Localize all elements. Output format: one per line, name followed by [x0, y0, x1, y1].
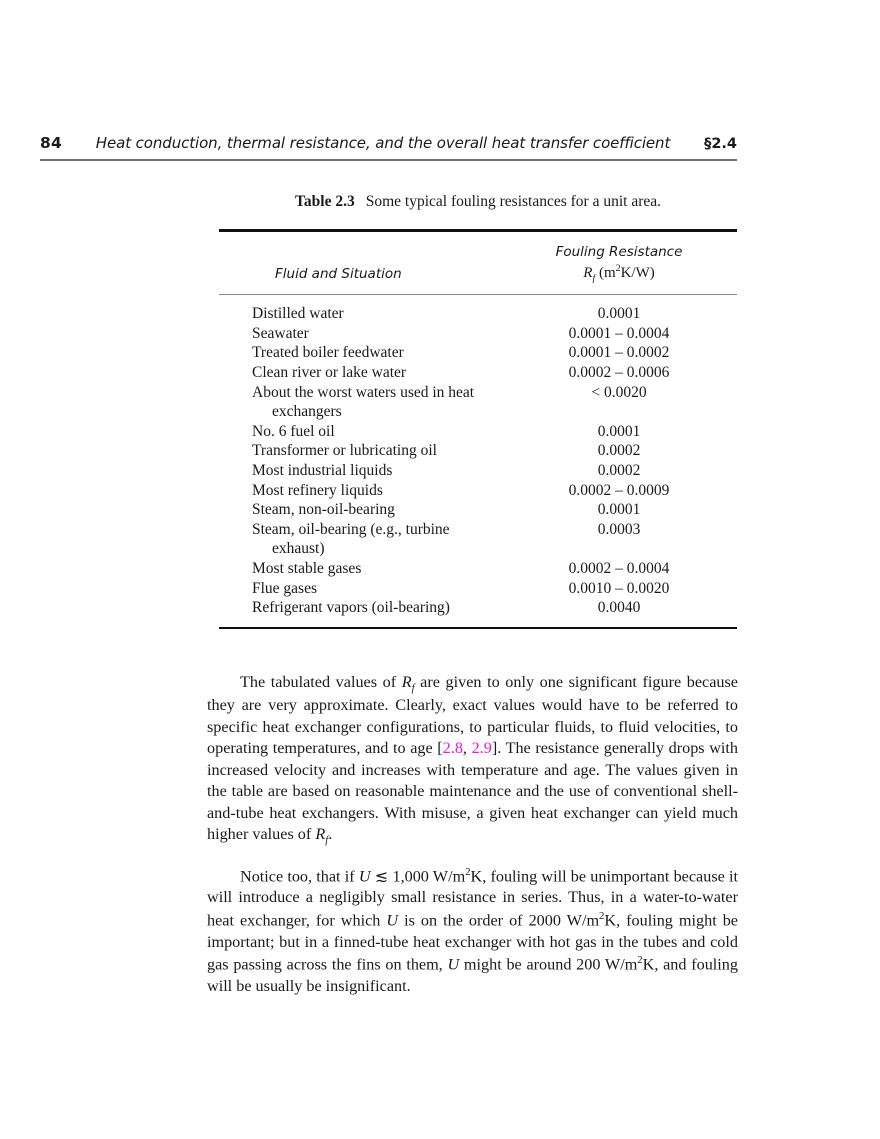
symbol-R-inline: R: [315, 825, 326, 844]
table-row: [219, 520, 737, 559]
row-value: 0.0001 – 0.0004: [568, 324, 670, 342]
table-row: [219, 461, 737, 481]
symbol-R-inline: R: [401, 673, 412, 691]
column-header-resistance-line1: Fouling Resistance: [555, 243, 683, 260]
running-head-title: Heat conduction, thermal resistance, and the overall heat transfer coefficient: [95, 134, 671, 152]
column-header-resistance-units: $R_f$ $(m^2K/W)$: [583, 262, 655, 284]
row-value: 0.0003: [597, 520, 641, 538]
table-row: [219, 304, 737, 324]
row-label: Flue gases: [252, 579, 318, 597]
table-row: [219, 343, 737, 363]
running-head-rule: [40, 159, 737, 161]
units-exponent: 2: [615, 262, 621, 274]
page-number: 84: [40, 134, 62, 152]
row-value: 0.0010 – 0.0020: [568, 579, 670, 597]
units-exponent-inline: 2: [465, 865, 471, 878]
table-body: [219, 295, 737, 627]
table-row: [219, 441, 737, 461]
row-label: Most refinery liquids: [252, 481, 383, 499]
row-value: 0.0002 – 0.0009: [568, 481, 670, 499]
body-text: [207, 672, 738, 998]
symbol-R-subscript-inline: f: [325, 834, 329, 847]
paragraph-1: The tabulated values of $R_f$ are given to only one significant figure because they are very approximate. Clearly, exact values would have to be referred to specific heat exchanger configurations, to particular fluids, to fluid velocities, to operating temperatures, and to age [2.8, 2.9]. The resistance generally drops with increased velocity and increases with temperature and age. The values given in the table are based on reasonable maintenance and the use of conventional shell-and-tube heat exchangers. With misuse, a given heat exchanger can yield much higher values of $R_f$.: [207, 673, 738, 847]
row-label: Most industrial liquids: [252, 461, 393, 479]
symbol-U-inline: U: [447, 955, 460, 974]
table-caption: [219, 193, 737, 211]
table-header-row: [219, 232, 737, 294]
column-header-resistance: [501, 243, 737, 286]
row-label: Distilled water: [252, 305, 344, 323]
citation-link-2-9[interactable]: 2.9: [471, 739, 492, 758]
table-row: [219, 363, 737, 383]
table-row: [219, 481, 737, 501]
symbol-R-subscript-inline: f: [411, 682, 415, 695]
paragraph-2: Notice too, that if U ≲ 1,000 $W/m^2K$, fouling will be unimportant because it will introduce a negligibly small resistance in series. Thus, in a water-to-water heat exchanger, for which U is on the order of 2000 $W/m^2K$, fouling might be important; but in a finned-tube heat exchanger with hot gas in the tubes and cold gas passing across the fins on them, U might be around 200 $W/m^2K$, and fouling will be usually be insignificant.: [207, 865, 739, 996]
row-value: 0.0001 – 0.0002: [568, 344, 670, 362]
row-label: Most stable gases: [252, 559, 362, 577]
row-value: 0.0001: [597, 501, 641, 519]
citation-link-2-8[interactable]: 2.8: [442, 739, 463, 758]
row-value: 0.0002: [597, 442, 641, 460]
symbol-R-subscript: f: [592, 272, 596, 284]
table-row: [219, 383, 737, 422]
symbol-U-inline: U: [386, 911, 399, 930]
row-value: 0.0040: [597, 599, 641, 617]
row-label: Steam, oil-bearing (e.g., turbine exhaust): [219, 520, 501, 559]
row-label: Clean river or lake water: [252, 363, 407, 381]
row-value: 0.0002: [597, 461, 641, 479]
row-value: 0.0002 – 0.0006: [568, 363, 670, 381]
running-head: [40, 134, 737, 152]
symbol-R: R: [583, 264, 593, 281]
table-row: [219, 500, 737, 520]
row-label: Refrigerant vapors (oil-bearing): [252, 599, 450, 617]
row-label-continuation: exchangers: [272, 403, 342, 421]
table-row: [219, 422, 737, 442]
row-value: < 0.0020: [591, 383, 647, 401]
table-row: [219, 559, 737, 579]
row-label: No. 6 fuel oil: [252, 422, 335, 440]
row-value: 0.0001: [597, 422, 641, 440]
row-label: Steam, non-oil-bearing: [252, 501, 395, 519]
units-exponent-inline: 2: [637, 954, 643, 967]
table-bottom-rule: [219, 627, 737, 630]
row-value: 0.0002 – 0.0004: [568, 559, 670, 577]
table-row: [219, 579, 737, 599]
units-exponent-inline: 2: [599, 909, 605, 922]
table-caption-text: Some typical fouling resistances for a unit area.: [365, 193, 661, 210]
table-row: [219, 598, 737, 618]
row-label-continuation: exhaust): [272, 540, 325, 558]
row-value: 0.0001: [597, 305, 641, 323]
table-caption-label: Table 2.3: [295, 193, 355, 210]
row-label: Seawater: [252, 324, 309, 342]
row-label: Transformer or lubricating oil: [252, 442, 437, 460]
section-number: §2.4: [704, 136, 737, 152]
row-label: Treated boiler feedwater: [252, 344, 404, 362]
symbol-U-inline: U: [358, 866, 371, 885]
table-row: [219, 324, 737, 344]
column-header-fluid: Fluid and Situation: [275, 265, 402, 282]
row-label: About the worst waters used in heat exchangers: [219, 383, 501, 422]
fouling-resistance-table: [219, 229, 737, 629]
